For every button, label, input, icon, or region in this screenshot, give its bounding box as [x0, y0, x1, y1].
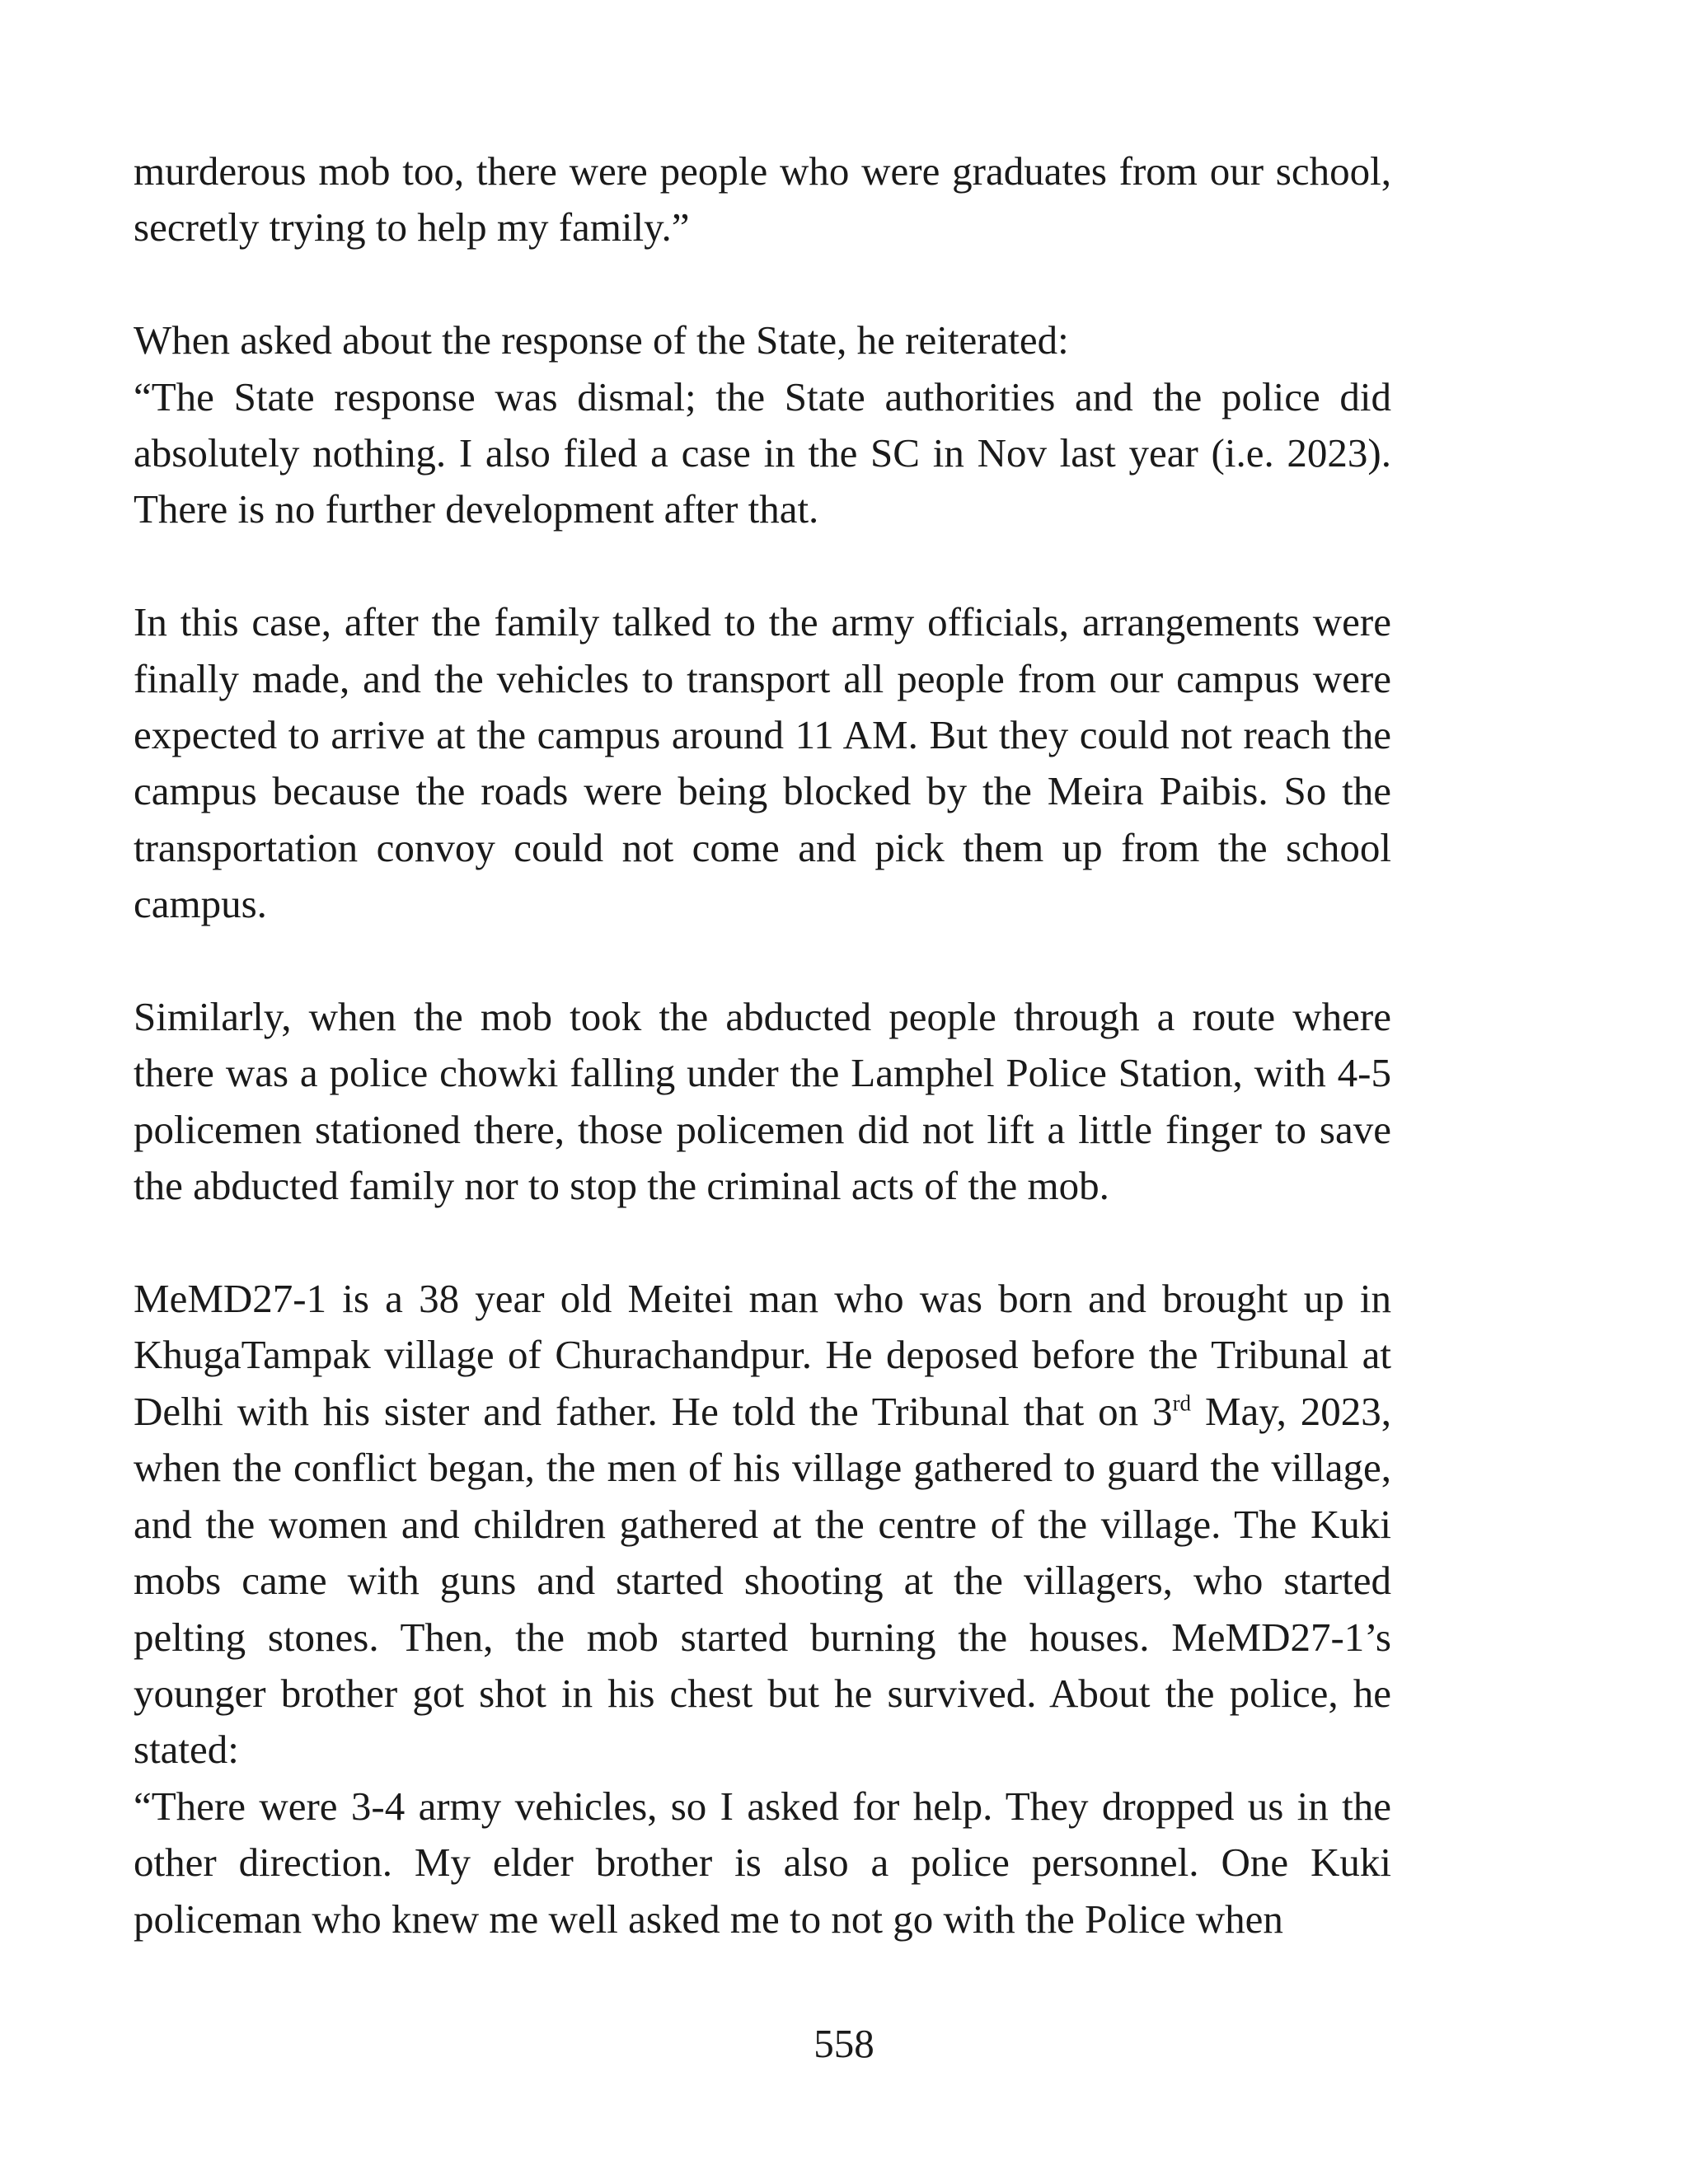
paragraph-police-chowki: Similarly, when the mob took the abducted people through a route where there was a police chowki falling under the Lamphel Police Station, with 4-5 policemen stationed there, those policemen did not lift a little finger to save the abducted family nor to stop the criminal acts of the mob. — [134, 994, 1391, 1209]
paragraph-memd27-testimony — [134, 1271, 1391, 1779]
testimony-text-start: MeMD27-1 is a 38 year old Meitei man who was born and brought up in KhugaTampak village of Churachandpur. He deposed before the Tribunal at Delhi with his sister and father. He told the Tribunal that on 3 — [134, 1276, 1391, 1434]
paragraph-army-vehicles-quote: “There were 3-4 army vehicles, so I asked for help. They dropped us in the other direction. My elder brother is also a police personnel. One Kuki policeman who knew me well asked me to not go with the Police when — [134, 1783, 1391, 1942]
paragraph-army-arrangements: In this case, after the family talked to the army officials, arrangements were finally made, and the vehicles to transport all people from our campus were expected to arrive at the campus around 11 AM. But they could not reach the campus because the roads were being blocked by the Meira Paibis. So the transportation convoy could not come and pick them up from the school campus. — [134, 599, 1391, 927]
testimony-text-end: May, 2023, when the conflict began, the men of his village gathered to guard the village, and the women and children gathered at the centre of the village. The Kuki mobs came with guns and started shooting at the villagers, who started pelting stones. Then, the mob started burning the houses. MeMD27-1’s younger brother got shot in his chest but he survived. About the police, he stated: — [134, 1388, 1392, 1773]
paragraph-gap — [134, 933, 1391, 989]
paragraph-state-response-intro: When asked about the response of the State, he reiterated: — [134, 317, 1069, 363]
paragraph-gap — [134, 256, 1391, 312]
paragraph-gap — [134, 538, 1391, 594]
page-number: 558 — [814, 2021, 874, 2066]
paragraph-mob-graduates: murderous mob too, there were people who were graduates from our school, secretly trying to help my family.” — [134, 148, 1391, 251]
paragraph-gap — [134, 1215, 1391, 1271]
body-text — [134, 143, 1391, 1947]
paragraph-state-response-quote: “The State response was dismal; the State authorities and the police did absolutely nothing. I also filed a case in the SC in Nov last year (i.e. 2023). There is no further development after that. — [134, 373, 1391, 532]
ordinal-superscript: rd — [1172, 1390, 1192, 1416]
